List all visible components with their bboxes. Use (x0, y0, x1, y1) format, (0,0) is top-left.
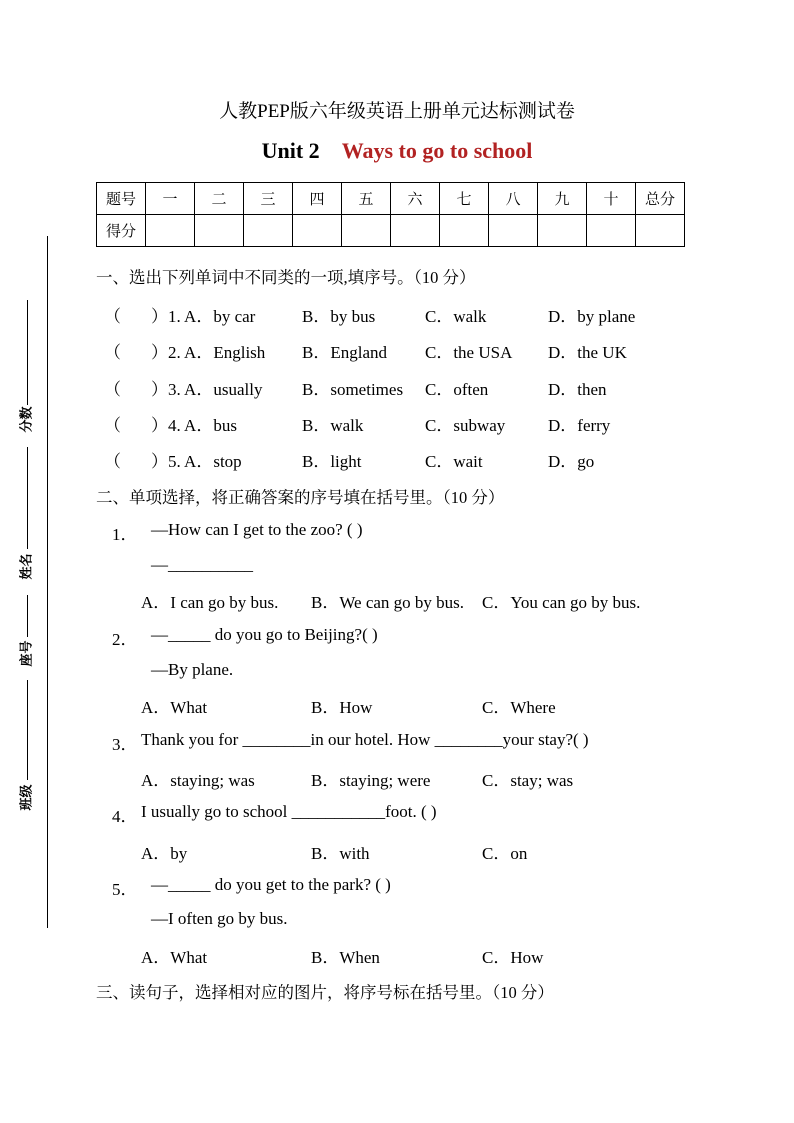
s1-q2-a (151, 338, 265, 363)
section1-item-1 (104, 302, 121, 327)
score-blank-line (27, 300, 28, 405)
score-cell: 三 (244, 183, 293, 215)
option-c: C．often (425, 380, 489, 399)
score-cell: 题号 (97, 183, 146, 215)
answer-paren-open[interactable]: （ (104, 380, 121, 399)
question-number: 3． (112, 735, 138, 754)
option-b: B．by bus (302, 307, 376, 326)
option-c: C．walk (425, 307, 487, 326)
answer-blank[interactable]: —__________ (151, 555, 253, 574)
class-blank-line (27, 680, 28, 780)
close-paren: ） (151, 416, 168, 435)
name-blank-line (27, 447, 28, 549)
answer-line: —By plane. (151, 660, 234, 679)
answer-paren-open[interactable]: （ (104, 452, 121, 471)
binding-line (47, 236, 48, 928)
question-number: 1． (112, 525, 138, 544)
unit-title: Ways to go to school (341, 138, 533, 163)
side-label-score: 分数 (18, 406, 34, 433)
s1-q1-a (151, 302, 255, 327)
question-text: Thank you for ________in our hotel. How ________your stay?( ) (141, 730, 589, 749)
score-table-score-row (97, 215, 685, 247)
option-c: C．How (482, 948, 544, 967)
option-c: C．stay; was (482, 771, 574, 790)
option-b: B．We can go by bus. (311, 593, 465, 612)
score-cell: 七 (440, 183, 489, 215)
option-b: B．light (302, 452, 362, 471)
section3-heading: 三、读句子，选择相对应的图片，将序号标在括号里。（10 分） (96, 983, 554, 1002)
question-number: 5． (112, 880, 138, 899)
option-a: 3. A．usually (168, 380, 263, 399)
score-input-cell[interactable] (636, 215, 685, 247)
close-paren: ） (151, 380, 168, 399)
option-a: A．I can go by bus. (141, 593, 279, 612)
score-cell: 六 (391, 183, 440, 215)
side-label-class: 班级 (18, 784, 34, 811)
page-title: 人教PEP版六年级英语上册单元达标测试卷 (219, 101, 575, 122)
option-d: D．ferry (548, 416, 611, 435)
score-table (96, 182, 685, 247)
score-cell: 一 (146, 183, 195, 215)
score-input-cell[interactable] (195, 215, 244, 247)
close-paren: ） (151, 452, 168, 471)
answer-line: —I often go by bus. (151, 909, 288, 928)
score-input-cell[interactable] (146, 215, 195, 247)
option-c: C．subway (425, 416, 506, 435)
close-paren: ） (151, 343, 168, 362)
unit-heading (0, 138, 794, 164)
option-b: B．England (302, 343, 387, 362)
score-input-cell[interactable] (489, 215, 538, 247)
option-a: A．What (141, 948, 208, 967)
option-b: B．staying; were (311, 771, 431, 790)
option-d: D．then (548, 380, 607, 399)
question-text: —How can I get to the zoo? ( ) (151, 520, 363, 539)
question-text: I usually go to school ___________foot. ( ) (141, 802, 437, 821)
score-cell: 八 (489, 183, 538, 215)
s1-q5-a (151, 447, 242, 472)
option-b: B．When (311, 948, 380, 967)
option-b: B．How (311, 698, 373, 717)
option-b: B．with (311, 844, 370, 863)
option-a: 1. A．by car (168, 307, 256, 326)
close-paren: ） (151, 307, 168, 326)
option-a: 4. A．bus (168, 416, 237, 435)
answer-paren-open[interactable]: （ (104, 307, 121, 326)
option-d: D．go (548, 452, 595, 471)
score-cell: 四 (293, 183, 342, 215)
option-a: A．staying; was (141, 771, 255, 790)
option-a: A．by (141, 844, 188, 863)
score-cell: 九 (538, 183, 587, 215)
score-cell: 十 (587, 183, 636, 215)
score-cell: 总分 (636, 183, 685, 215)
score-input-cell[interactable] (538, 215, 587, 247)
option-d: D．the UK (548, 343, 627, 362)
option-b: B．sometimes (302, 380, 404, 399)
score-input-cell[interactable] (391, 215, 440, 247)
question-number: 4． (112, 807, 138, 826)
option-c: C．wait (425, 452, 483, 471)
s1-q4-a (151, 411, 237, 436)
score-input-cell[interactable] (244, 215, 293, 247)
question-text: —_____ do you get to the park? ( ) (151, 875, 391, 894)
option-d: D．by plane (548, 307, 636, 326)
question-text: —_____ do you go to Beijing?( ) (151, 625, 378, 644)
answer-paren-open[interactable]: （ (104, 416, 121, 435)
side-label-name: 姓名 (18, 553, 34, 580)
option-a: A．What (141, 698, 208, 717)
score-input-cell[interactable] (293, 215, 342, 247)
score-input-cell[interactable] (440, 215, 489, 247)
option-a: 2. A．English (168, 343, 266, 362)
score-input-cell[interactable] (342, 215, 391, 247)
option-c: C．Where (482, 698, 556, 717)
question-number: 2． (112, 630, 138, 649)
seat-blank-line (27, 595, 28, 637)
score-label-cell: 得分 (97, 215, 146, 247)
option-a: 5. A．stop (168, 452, 242, 471)
option-c: C．You can go by bus. (482, 593, 641, 612)
score-input-cell[interactable] (587, 215, 636, 247)
option-b: B．walk (302, 416, 364, 435)
score-table-header-row (97, 183, 685, 215)
side-label-seat: 座号 (18, 640, 34, 667)
option-c: C．on (482, 844, 528, 863)
section1-heading: 一、选出下列单词中不同类的一项,填序号。（10 分） (96, 268, 476, 287)
answer-paren-open[interactable]: （ (104, 343, 121, 362)
score-cell: 二 (195, 183, 244, 215)
s1-q3-a (151, 375, 262, 400)
option-c: C．the USA (425, 343, 513, 362)
section2-heading: 二、单项选择，将正确答案的序号填在括号里。（10 分） (96, 488, 505, 507)
unit-number: Unit 2 (261, 138, 320, 163)
score-cell: 五 (342, 183, 391, 215)
